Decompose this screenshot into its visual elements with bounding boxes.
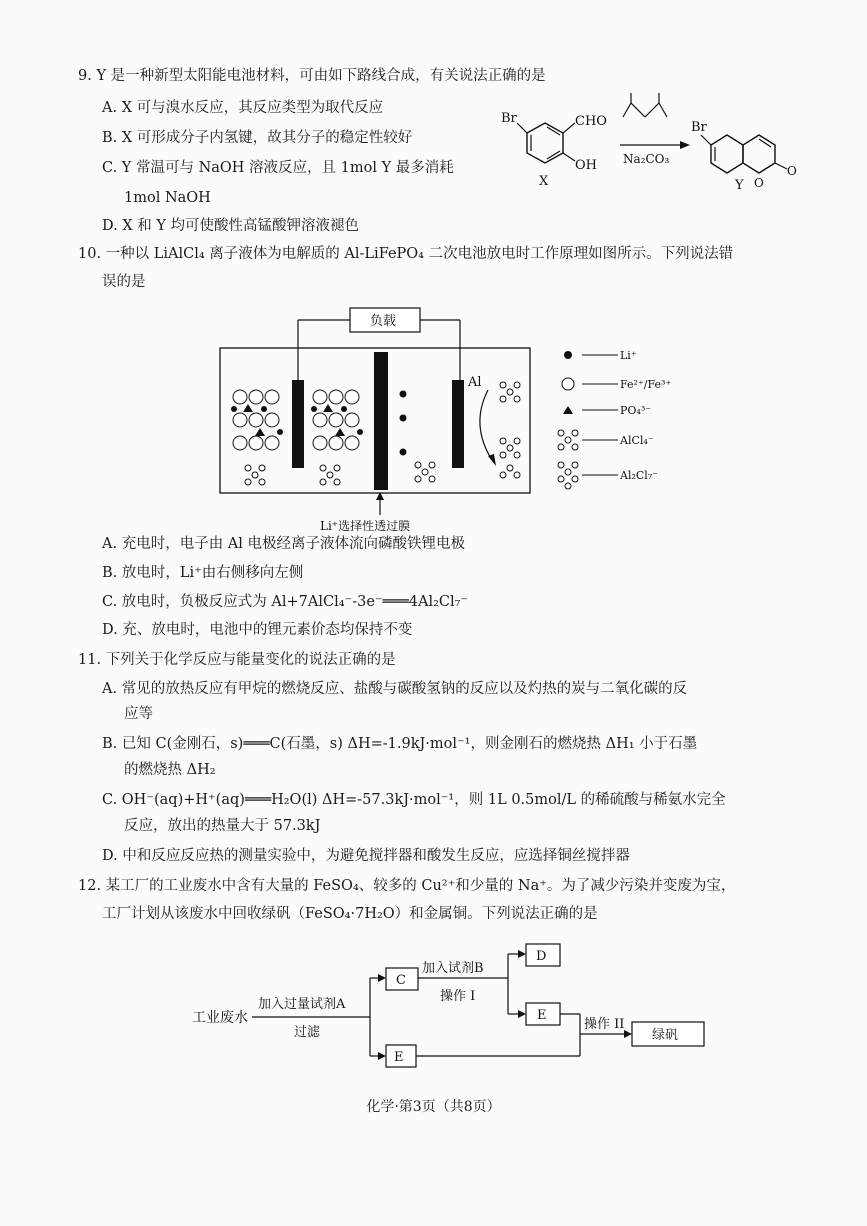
flow-add-b-label: 加入试剂B — [422, 961, 484, 976]
q9-option-a: A. X 可与溴水反应，其反应类型为取代反应 — [102, 100, 384, 116]
y-ring-o-label: O — [754, 176, 764, 190]
legend-po4: PO₄³⁻ — [620, 404, 652, 417]
flow-op1-label: 操作 I — [440, 989, 476, 1004]
membrane — [374, 352, 388, 490]
load-label: 负载 — [370, 314, 397, 329]
q10-stem-cont: 误的是 — [102, 274, 146, 290]
flow-e-top-label: E — [537, 1008, 547, 1023]
q11-option-a: A. 常见的放热反应有甲烷的燃烧反应、盐酸与碳酸氢钠的反应以及灼热的炭与二氧化碳的反 — [102, 681, 688, 697]
q11-stem: 11. 下列关于化学反应与能量变化的说法正确的是 — [78, 652, 396, 668]
q9-option-b: B. X 可形成分子内氢键，故其分子的稳定性较好 — [102, 130, 413, 146]
x-label: X — [539, 174, 549, 189]
y-br-label: Br — [691, 120, 707, 135]
q10-option-d: D. 充、放电时，电池中的锂元素价态均保持不变 — [102, 622, 413, 638]
q9-option-c-cont: 1mol NaOH — [124, 190, 211, 206]
legend-li-marker — [564, 351, 572, 359]
flow-filter-label: 过滤 — [294, 1025, 321, 1040]
flow-add-a-label: 加入过量试剂A — [258, 997, 346, 1012]
y-carbonyl-o-label: O — [787, 164, 797, 178]
flow-e-bottom-label: E — [394, 1050, 404, 1065]
x-cho-label: CHO — [575, 114, 607, 129]
al-electrode — [452, 380, 464, 468]
al-label: Al — [468, 375, 482, 390]
flow-product-label: 绿矾 — [652, 1028, 679, 1043]
legend-fe-marker — [562, 378, 574, 390]
flow-c-label: C — [396, 973, 406, 988]
q10-option-a: A. 充电时，电子由 Al 电极经离子液体流向磷酸铁锂电极 — [102, 536, 466, 552]
y-label: Y — [735, 178, 744, 193]
x-br-label: Br — [501, 111, 517, 126]
q11-option-d: D. 中和反应反应热的测量实验中，为避免搅拌器和酸发生反应，应选择铜丝搅拌器 — [102, 848, 630, 864]
q12-stem: 12. 某工厂的工业废水中含有大量的 FeSO₄、较多的 Cu²⁺和少量的 Na⁺。为了减少污染并变废为宝， — [78, 878, 736, 894]
q9-stem: 9. Y 是一种新型太阳能电池材料，可由如下路线合成，有关说法正确的是 — [78, 68, 546, 84]
q9-option-c: C. Y 常温可与 NaOH 溶液反应，且 1mol Y 最多消耗 — [102, 160, 454, 176]
q12-stem-cont: 工厂计划从该废水中回收绿矾（FeSO₄·7H₂O）和金属铜。下列说法正确的是 — [102, 906, 598, 922]
lifepo4-electrode — [292, 380, 304, 468]
battery-diagram — [220, 300, 672, 535]
membrane-label: Li⁺选择性透过膜 — [320, 519, 411, 533]
synthesis-scheme — [495, 95, 815, 195]
legend-po4-marker — [563, 406, 573, 414]
legend-al2cl7-marker — [558, 462, 578, 489]
q11-option-c: C. OH⁻(aq)+H⁺(aq)═══H₂O(l) ΔH=-57.3kJ·mol⁻¹，则 1L 0.5mol/L 的稀硫酸与稀氨水完全 — [102, 792, 726, 808]
q9-option-d: D. X 和 Y 均可使酸性高锰酸钾溶液褪色 — [102, 218, 360, 234]
q11-option-a-cont: 应等 — [124, 706, 153, 722]
legend-fe: Fe²⁺/Fe³⁺ — [620, 378, 672, 391]
q11-option-c-cont: 反应，放出的热量大于 57.3kJ — [124, 818, 321, 834]
q10-option-c: C. 放电时，负极反应式为 Al+7AlCl₄⁻-3e⁻═══4Al₂Cl₇⁻ — [102, 594, 469, 610]
q10-stem: 10. 一种以 LiAlCl₄ 离子液体为电解质的 Al-LiFePO₄ 二次电池放电时工作原理如图所示。下列说法错 — [78, 246, 734, 262]
page-footer: 化学·第3页（共8页） — [366, 1099, 501, 1115]
q11-option-b: B. 已知 C(金刚石，s)═══C(石墨，s) ΔH=-1.9kJ·mol⁻¹，则金刚石的燃烧热 ΔH₁ 小于石墨 — [102, 736, 698, 752]
legend-alcl4-marker — [558, 430, 578, 450]
q10-option-b: B. 放电时，Li⁺由右侧移向左侧 — [102, 565, 304, 581]
legend-li: Li⁺ — [620, 349, 637, 362]
legend-al2cl7: Al₂Cl₇⁻ — [620, 469, 659, 482]
recovery-flowchart — [190, 938, 710, 1070]
legend-alcl4: AlCl₄⁻ — [620, 434, 654, 447]
x-oh-label: OH — [575, 158, 597, 173]
flow-op2-label: 操作 II — [584, 1017, 625, 1032]
reagent-label: Na₂CO₃ — [623, 152, 670, 166]
flow-d-label: D — [536, 949, 547, 964]
flow-waste-label: 工业废水 — [192, 1010, 248, 1026]
q11-option-b-cont: 的燃烧热 ΔH₂ — [124, 762, 216, 778]
